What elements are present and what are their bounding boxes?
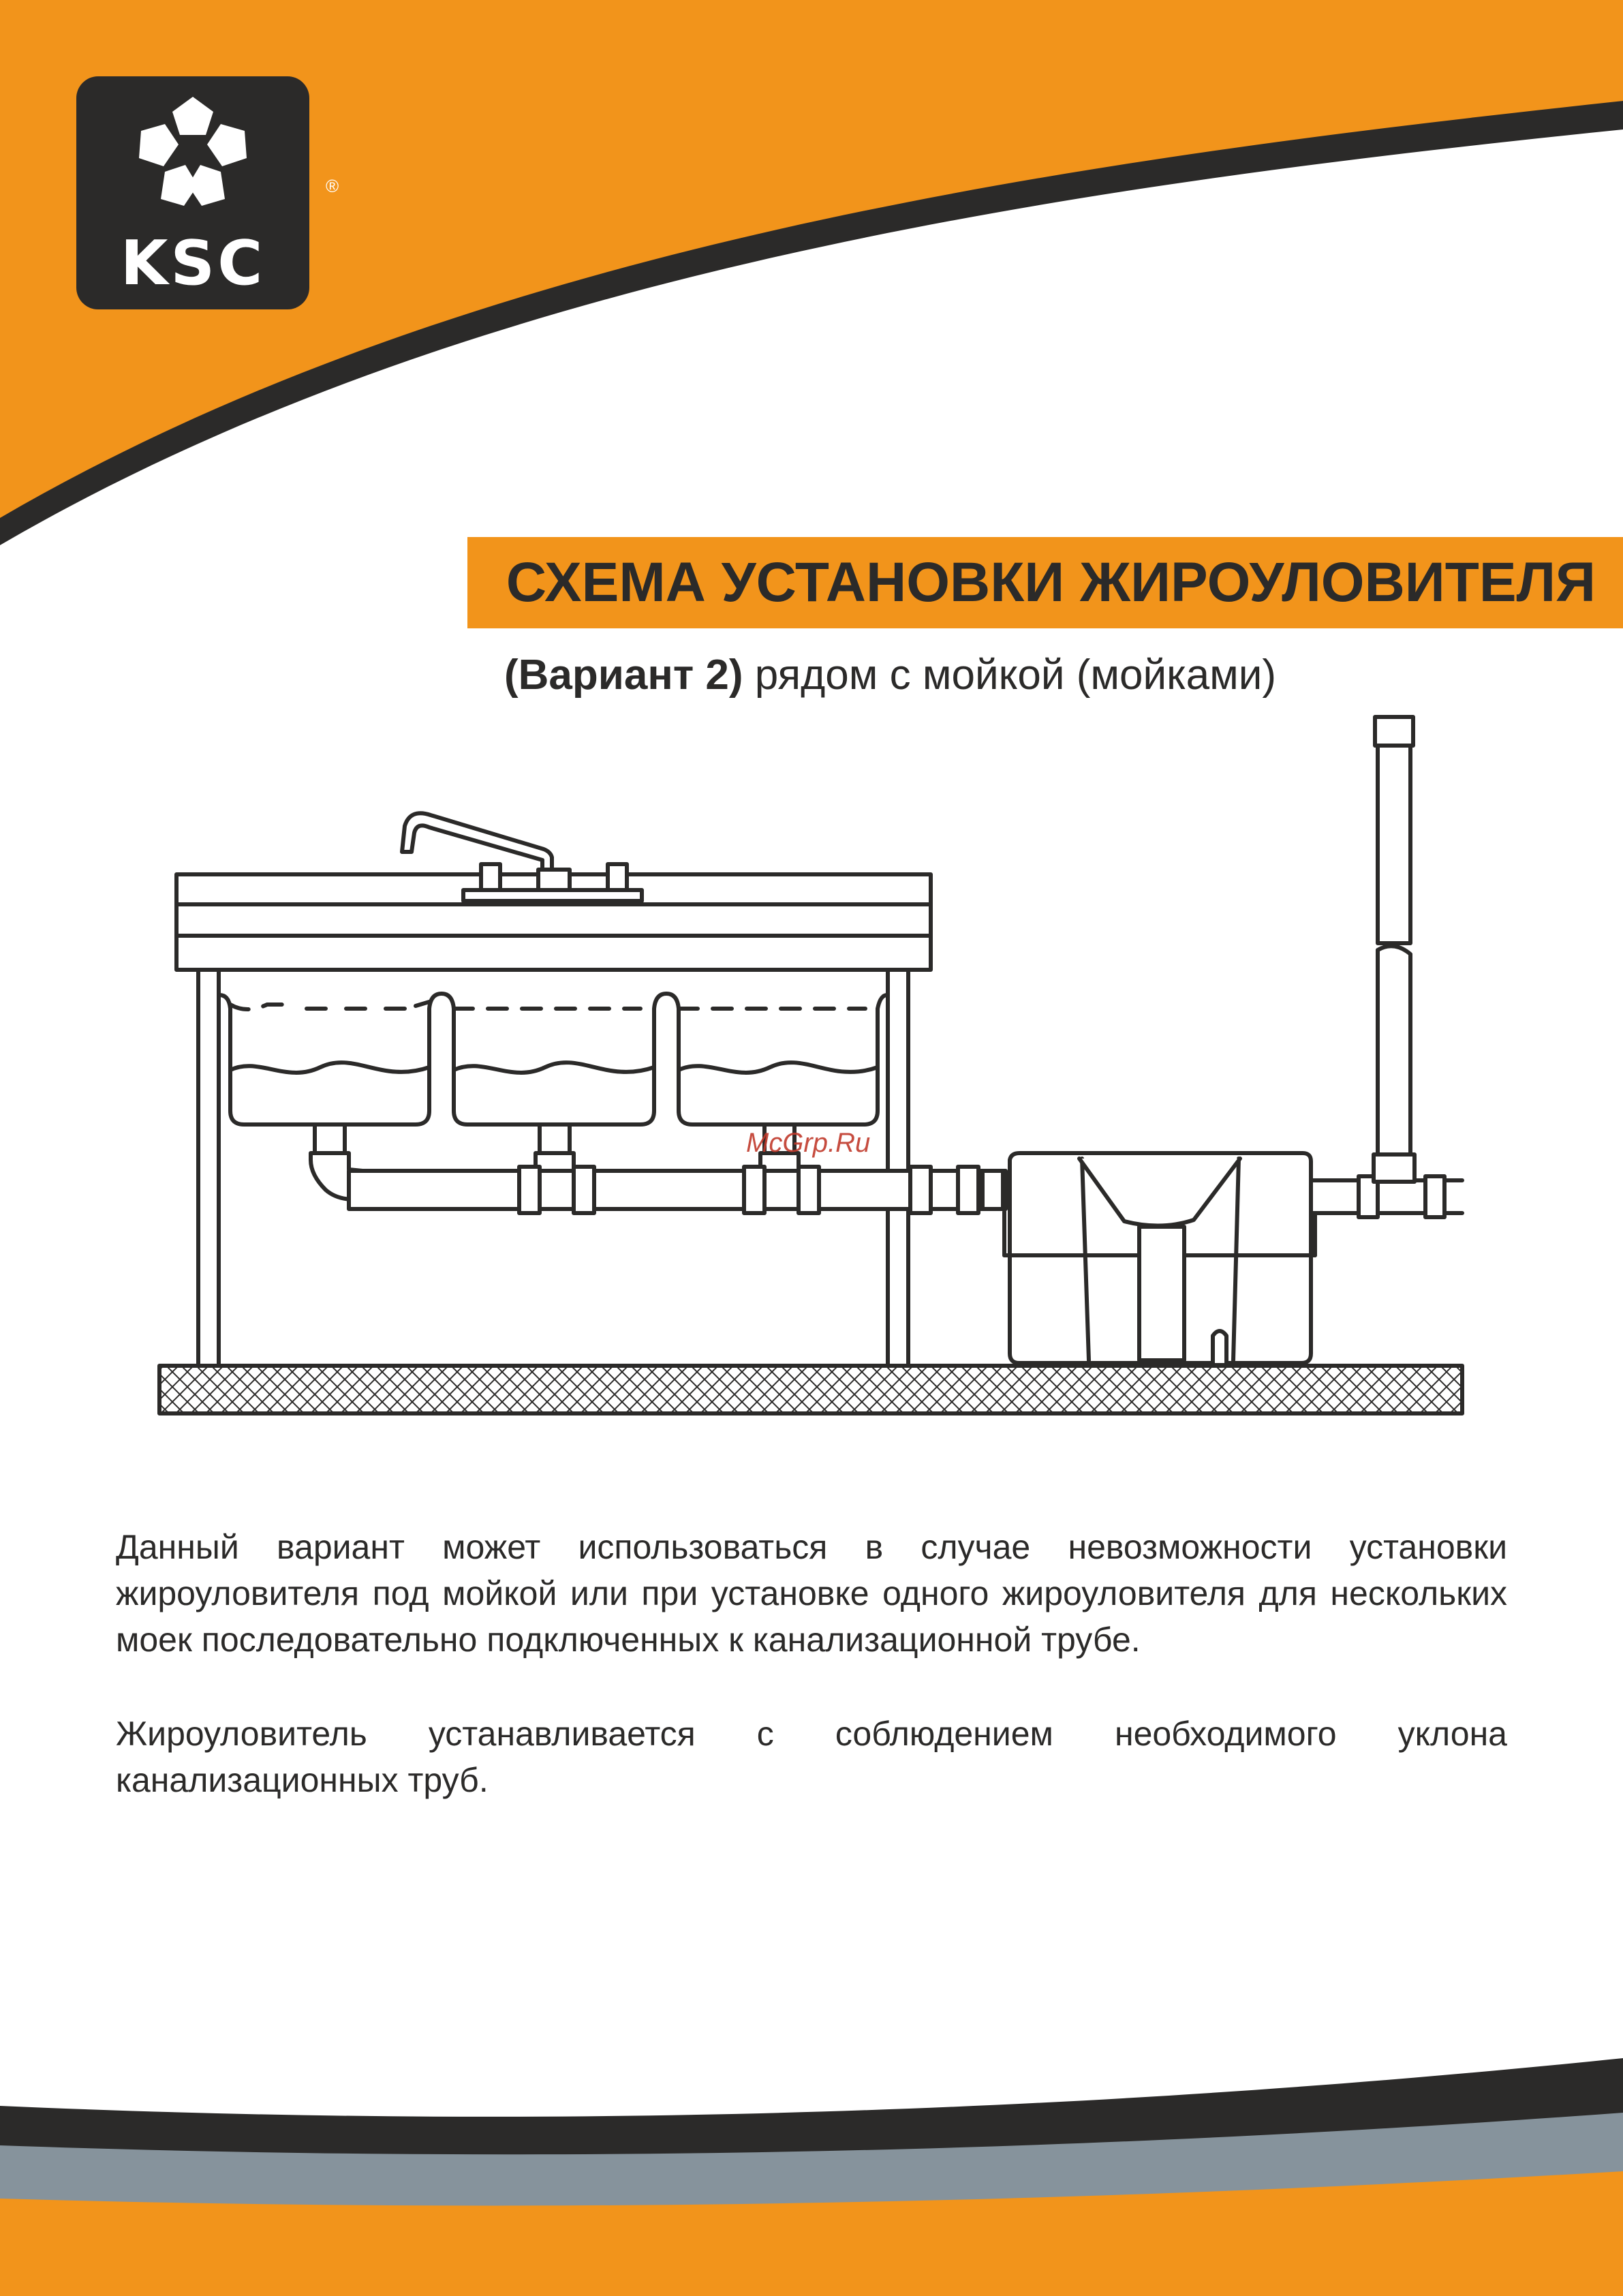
sink-leg-left [198,970,219,1366]
grease-trap [1004,1153,1315,1363]
installation-note-paragraph: Жироуловитель устанавливается с соблюдением необходимого уклона канализационных труб. [116,1715,1507,1799]
registered-mark: ® [326,176,339,196]
page-title: СХЕМА УСТАНОВКИ ЖИРОУЛОВИТЕЛЯ [506,551,1596,613]
logo-text: KSC [120,228,266,299]
floor-slab [159,1366,1462,1413]
subtitle-variant: (Вариант 2) [504,652,743,699]
subtitle-description: рядом с мойкой (мойками) [743,652,1277,699]
sink-leg-right [888,970,908,1366]
vent-pipe [1374,717,1415,1182]
sink-basins [219,994,887,1124]
description-paragraph: Данный вариант может использоваться в случае невозможности установки жироуловителя под мойкой или при установке одного жироуловителя для нескольких моек последовательно подключенных к канализационной трубе. [116,1528,1507,1659]
watermark-text: McGrp.Ru [746,1128,871,1158]
